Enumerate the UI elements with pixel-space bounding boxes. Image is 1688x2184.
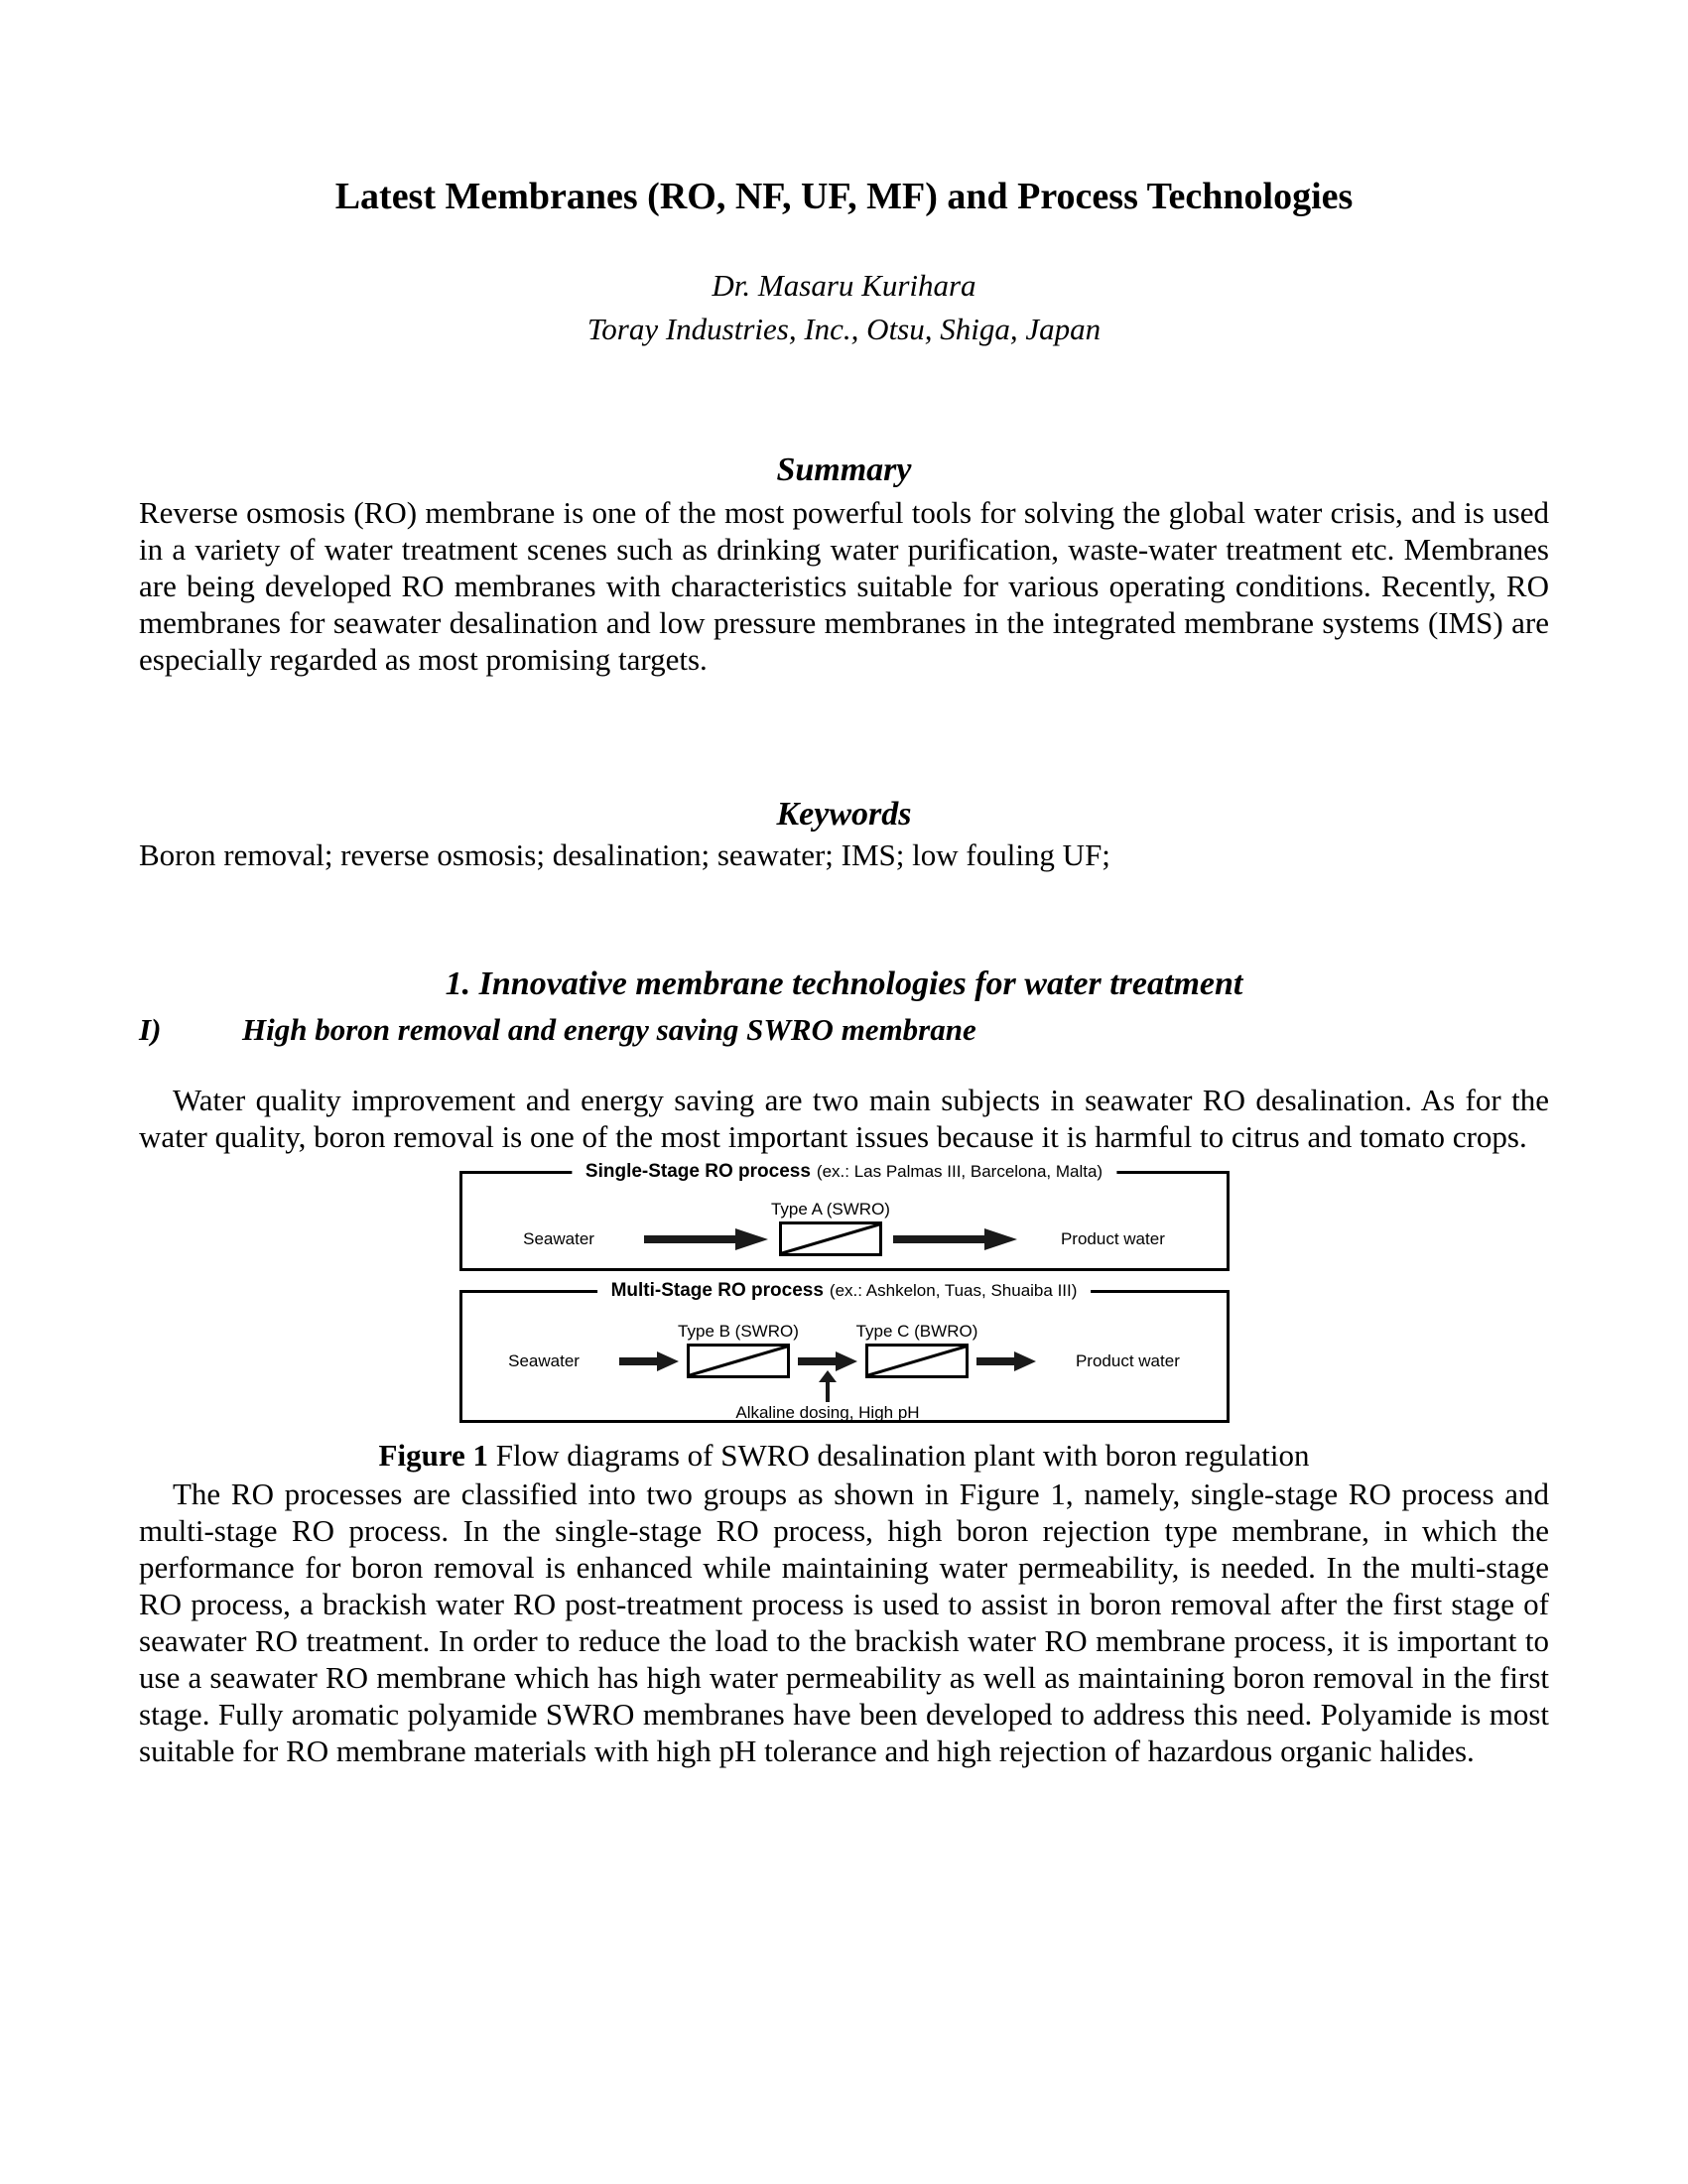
membrane-b-label: Type B (SWRO)	[678, 1322, 799, 1341]
figure-1	[459, 1161, 1230, 1423]
figure-caption	[139, 1437, 1549, 1474]
summary-paragraph: Reverse osmosis (RO) membrane is one of the most powerful tools for solving the global water crisis, and is used in a variety of water treatment scenes such as drinking water purification, waste-water treatment etc. Membranes are being developed RO membranes with characteristics suitable for various operating conditions. Recently, RO membranes for seawater desalination and low pressure membranes in the integrated membrane systems (IMS) are especially regarded as most promising targets.	[139, 495, 1549, 677]
single-stage-title	[572, 1159, 1116, 1185]
flow-arrow-icon	[798, 1350, 857, 1372]
membrane-unit-a	[770, 1200, 890, 1256]
figure-caption-number: Figure 1	[378, 1438, 489, 1473]
product-water-label: Product water	[1060, 1228, 1165, 1248]
dosing-up-arrow-icon	[819, 1370, 837, 1402]
keywords-text: Boron removal; reverse osmosis; desalination; seawater; IMS; low fouling UF;	[139, 837, 1110, 872]
multi-stage-flow-row	[462, 1293, 1227, 1420]
multi-stage-title	[597, 1278, 1092, 1304]
single-stage-title-bold: Single-Stage RO process	[584, 1161, 811, 1182]
dosing-label: Alkaline dosing, High pH	[735, 1402, 920, 1422]
membrane-unit-b	[678, 1322, 799, 1378]
single-stage-flow-row	[462, 1174, 1227, 1268]
page-title: Latest Membranes (RO, NF, UF, MF) and Process Technologies	[334, 176, 1354, 217]
membrane-c-label: Type C (BWRO)	[855, 1322, 978, 1341]
membrane-diagonal-icon	[782, 1224, 879, 1253]
subsection-number: I)	[139, 1012, 162, 1047]
interstage-arrow-with-dosing	[735, 1350, 920, 1422]
flow-arrow-icon	[976, 1350, 1036, 1372]
membrane-unit-c	[855, 1322, 978, 1378]
membrane-a-label: Type A (SWRO)	[770, 1200, 890, 1219]
product-water-label: Product water	[1075, 1350, 1180, 1370]
flow-arrow-icon	[644, 1227, 768, 1251]
subsection-heading	[139, 1010, 1549, 1050]
keywords-heading: Keywords	[776, 796, 912, 833]
multi-stage-diagram	[459, 1280, 1230, 1423]
membrane-diagonal-icon	[868, 1347, 966, 1375]
summary-heading: Summary	[776, 451, 912, 488]
multi-stage-title-paren: (ex.: Ashkelon, Tuas, Shuaiba III)	[829, 1281, 1078, 1300]
flow-arrow-icon	[893, 1227, 1017, 1251]
single-stage-title-paren: (ex.: Las Palmas III, Barcelona, Malta)	[816, 1162, 1104, 1181]
seawater-label: Seawater	[508, 1350, 580, 1370]
intro-paragraph: Water quality improvement and energy saving are two main subjects in seawater RO desalination. As for the water quality, boron removal is one of the most important issues because it is harmful to citrus and tomato crops.	[139, 1083, 1549, 1154]
single-stage-diagram	[459, 1161, 1230, 1271]
author-name: Dr. Masaru Kurihara	[712, 268, 976, 303]
author-block	[139, 264, 1549, 351]
flow-arrow-icon	[619, 1350, 679, 1372]
subsection-title: High boron removal and energy saving SWRO membrane	[242, 1012, 976, 1047]
section-heading: 1. Innovative membrane technologies for water treatment	[445, 965, 1243, 1002]
seawater-label: Seawater	[523, 1228, 594, 1248]
figure-caption-text: Flow diagrams of SWRO desalination plant with boron regulation	[488, 1438, 1310, 1473]
body-paragraph: The RO processes are classified into two groups as shown in Figure 1, namely, single-stage RO process and multi-stage RO process. In the single-stage RO process, high boron rejection type membrane, in which the performance for boron removal is enhanced while maintaining water permeability, is needed. In the multi-stage RO process, a brackish water RO post-treatment process is used to assist in boron removal after the first stage of seawater RO treatment. In order to reduce the load to the brackish water RO membrane process, it is important to use a seawater RO membrane which has high water permeability as well as maintaining boron removal in the first stage. Fully aromatic polyamide SWRO membranes have been developed to address this need. Polyamide is most suitable for RO membrane materials with high pH tolerance and high rejection of hazardous organic halides.	[139, 1477, 1549, 1768]
author-affiliation: Toray Industries, Inc., Otsu, Shiga, Japan	[586, 312, 1102, 346]
multi-stage-title-bold: Multi-Stage RO process	[610, 1280, 824, 1301]
membrane-diagonal-icon	[690, 1347, 787, 1375]
